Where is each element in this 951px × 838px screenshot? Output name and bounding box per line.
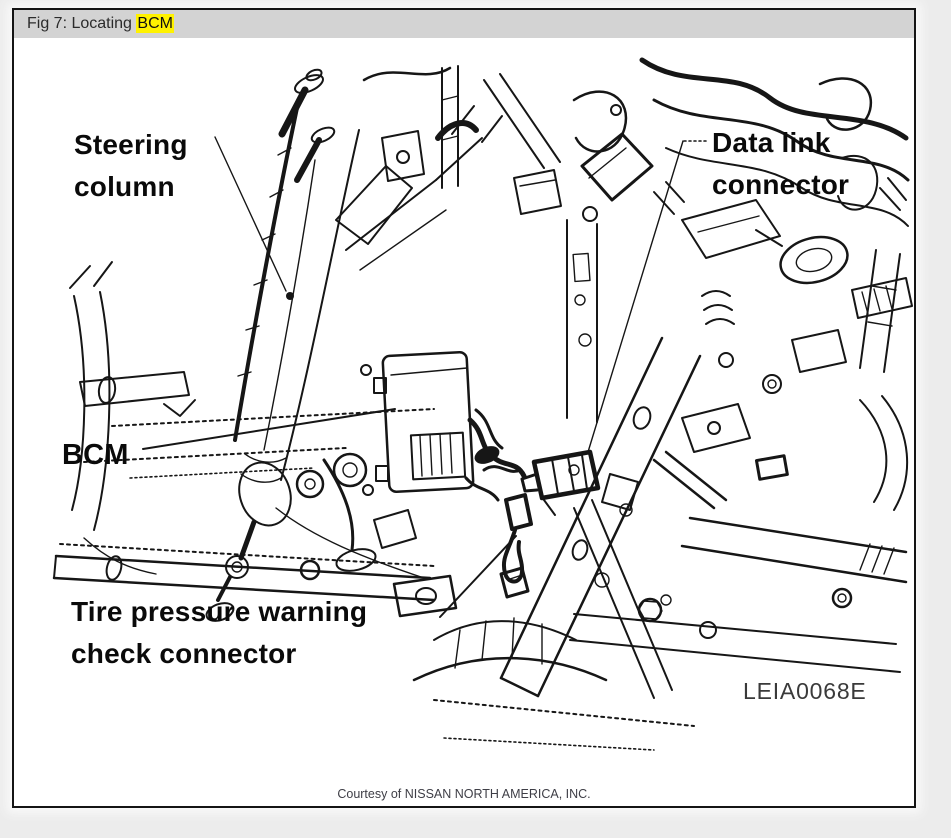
steering-column-drawing: [204, 68, 482, 625]
left-body-panel: [70, 262, 195, 574]
leader-lines: [143, 137, 706, 617]
figure-title-bar: [14, 10, 914, 38]
bcm-module-drawing: [361, 352, 474, 495]
dlc-mounting-bracket: [567, 207, 597, 422]
label-bcm: BCM: [62, 439, 129, 471]
label-steering-column: Steering column: [74, 129, 188, 202]
figure-code: LEIA0068E: [743, 678, 867, 704]
search-highlight: BCM: [137, 15, 173, 32]
data-link-connector-drawing: [522, 452, 598, 515]
pedal-and-grommets: [297, 454, 671, 605]
figure-window: [12, 8, 916, 808]
figure-content: [14, 38, 914, 806]
label-tire-pressure-connector: Tire pressure warning check connector: [71, 596, 368, 669]
label-data-link-connector: Data link connector: [712, 127, 850, 200]
wiring-harness: [466, 410, 524, 500]
dashed-detail-lines: [60, 409, 694, 750]
frame-braces: [414, 338, 906, 698]
figure-title: Fig 7: Locating: [27, 15, 137, 32]
courtesy-note: Courtesy of NISSAN NORTH AMERICA, INC.: [337, 787, 591, 801]
